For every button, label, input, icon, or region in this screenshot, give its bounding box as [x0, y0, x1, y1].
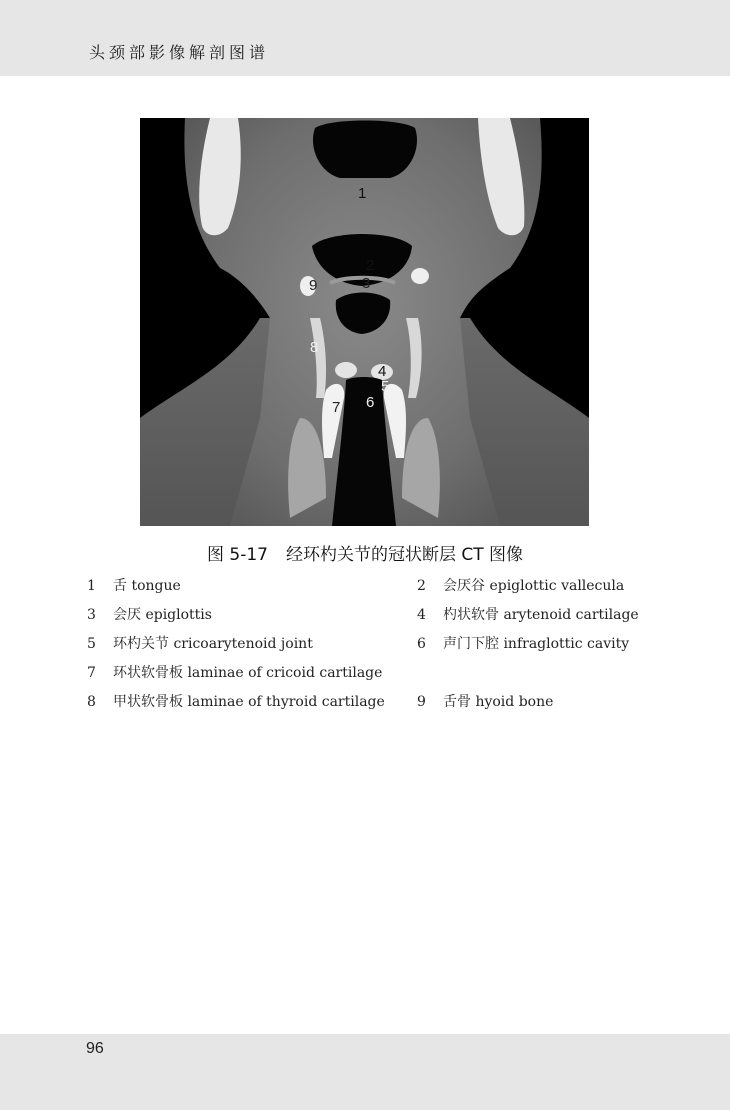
- legend-item: [417, 604, 639, 624]
- legend-item: [87, 662, 382, 682]
- ct-label-8: 8: [310, 339, 319, 356]
- legend-number: 1: [87, 578, 96, 594]
- ct-label-2: 2: [366, 257, 375, 274]
- ct-label-5: 5: [381, 378, 390, 395]
- legend-item: [417, 575, 624, 595]
- footer-band: [0, 1034, 730, 1110]
- legend-number: 9: [417, 694, 426, 710]
- legend-item: [417, 691, 553, 711]
- figure-caption-number: 图 5-17: [206, 545, 268, 565]
- ct-label-3: 3: [362, 275, 371, 292]
- legend-number: 4: [417, 607, 426, 623]
- legend-number: 3: [87, 607, 96, 623]
- ct-label-7: 7: [332, 399, 341, 416]
- legend-text: 舌 tongue: [113, 578, 181, 594]
- legend-item: [87, 575, 181, 595]
- ct-label-1: 1: [358, 185, 367, 202]
- legend-item: [87, 604, 212, 624]
- legend-text: 环杓关节 cricoarytenoid joint: [113, 636, 313, 652]
- legend-item: [417, 633, 629, 653]
- ct-scan-drawing: [140, 118, 589, 526]
- ct-label-9: 9: [309, 277, 318, 294]
- legend-number: 7: [87, 665, 96, 681]
- ct-label-6: 6: [366, 394, 375, 411]
- legend-text: 环状软骨板 laminae of cricoid cartilage: [113, 665, 383, 681]
- legend-item: [87, 633, 313, 653]
- figure-caption: [0, 540, 730, 565]
- header-band: [0, 0, 730, 76]
- legend-number: 6: [417, 636, 426, 652]
- page-number: 96: [86, 1040, 104, 1057]
- legend-number: 8: [87, 694, 96, 710]
- ct-image: [140, 118, 589, 526]
- figure-caption-text: 经环杓关节的冠状断层 CT 图像: [285, 545, 524, 565]
- running-header-title: 头颈部影像解剖图谱: [89, 43, 270, 62]
- legend-text: 声门下腔 infraglottic cavity: [443, 636, 630, 652]
- legend-text: 杓状软骨 arytenoid cartilage: [443, 607, 639, 623]
- legend-text: 舌骨 hyoid bone: [443, 694, 554, 710]
- legend-text: 甲状软骨板 laminae of thyroid cartilage: [113, 694, 385, 710]
- legend-number: 2: [417, 578, 426, 594]
- legend-number: 5: [87, 636, 96, 652]
- legend-text: 会厌谷 epiglottic vallecula: [443, 578, 625, 594]
- ct-label-4: 4: [378, 363, 387, 380]
- legend-text: 会厌 epiglottis: [113, 607, 212, 623]
- legend-item: [87, 691, 385, 711]
